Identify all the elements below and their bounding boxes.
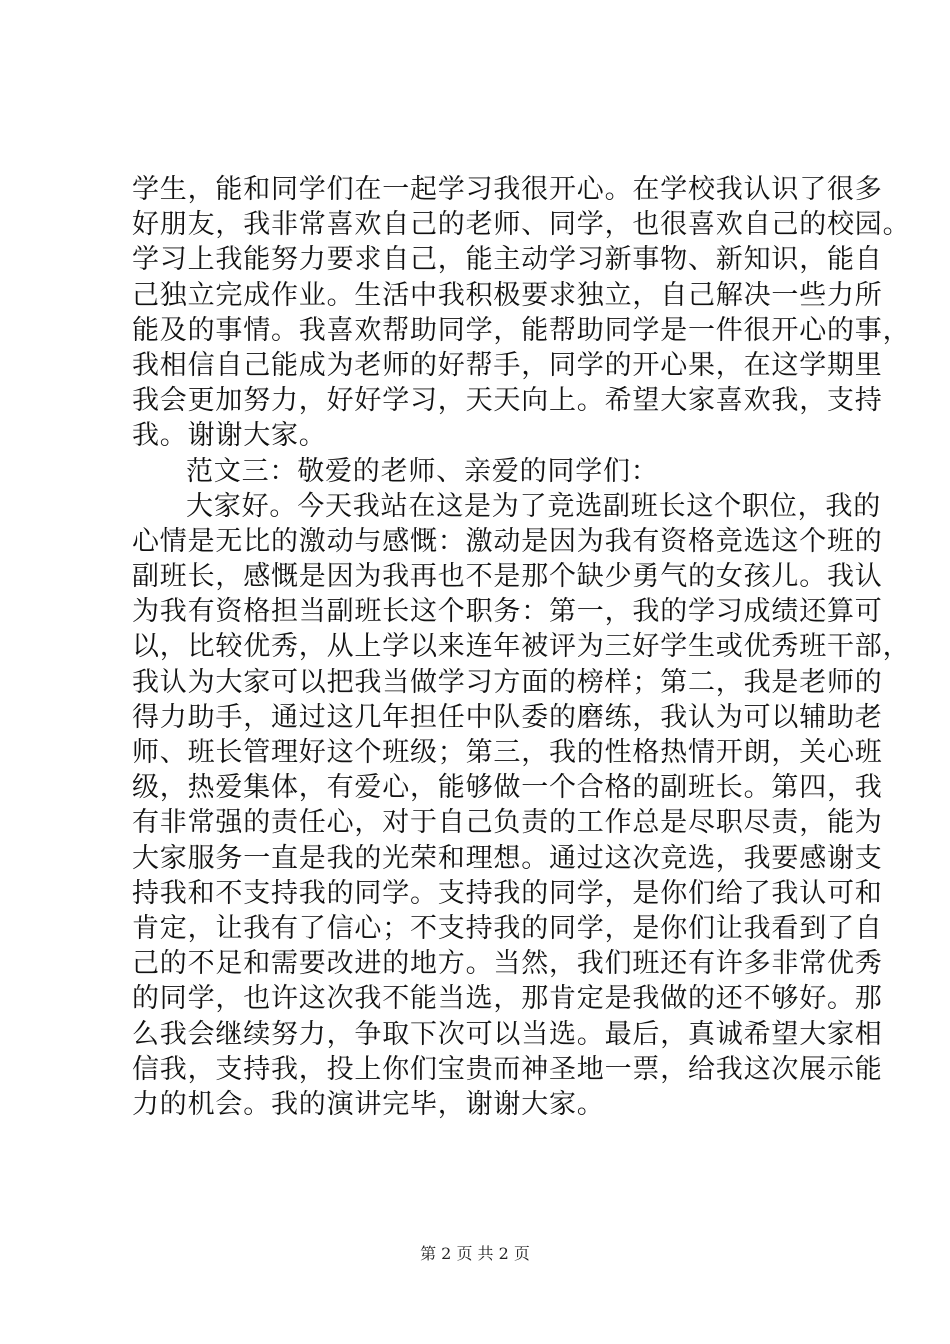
text-line: 有非常强的责任心，对于自己负责的工作总是尽职尽责，能为 <box>132 807 883 839</box>
text-line: 好朋友，我非常喜欢自己的老师、同学，也很喜欢自己的校园。 <box>132 209 911 241</box>
text-line: 力的机会。我的演讲完毕，谢谢大家。 <box>132 1088 605 1120</box>
text-line: 学生，能和同学们在一起学习我很开心。在学校我认识了很多 <box>132 174 883 205</box>
text-line: 大家服务一直是我的光荣和理想。通过这次竞选，我要感谢支 <box>132 842 883 874</box>
section-heading: 范文三：敬爱的老师、亲爱的同学们： <box>186 455 659 487</box>
text-line: 我认为大家可以把我当做学习方面的榜样；第二，我是老师的 <box>132 666 883 698</box>
text-line: 师、班长管理好这个班级；第三，我的性格热情开朗，关心班 <box>132 737 883 768</box>
text-line: 为我有资格担当副班长这个职务：第一，我的学习成绩还算可 <box>132 596 883 628</box>
text-line: 己的不足和需要改进的地方。当然，我们班还有许多非常优秀 <box>132 948 883 980</box>
text-line: 持我和不支持我的同学。支持我的同学，是你们给了我认可和 <box>132 877 883 909</box>
text-line: 己独立完成作业。生活中我积极要求独立，自己解决一些力所 <box>132 279 883 311</box>
text-line: 以，比较优秀，从上学以来连年被评为三好学生或优秀班干部， <box>132 631 911 663</box>
document-body <box>132 172 911 1122</box>
page-footer <box>0 1244 950 1264</box>
text-line: 级，热爱集体，有爱心，能够做一个合格的副班长。第四，我 <box>132 772 883 804</box>
text-line: 肯定，让我有了信心；不支持我的同学，是你们让我看到了自 <box>132 912 883 944</box>
text-line: 我会更加努力，好好学习，天天向上。希望大家喜欢我，支持 <box>132 385 883 417</box>
text-line: 心情是无比的激动与感慨：激动是因为我有资格竞选这个班的 <box>132 525 883 557</box>
text-line: 信我，支持我，投上你们宝贵而神圣地一票，给我这次展示能 <box>132 1053 883 1085</box>
text-line: 得力助手，通过这几年担任中队委的磨练，我认为可以辅助老 <box>132 701 883 733</box>
text-line: 我。谢谢大家。 <box>132 420 327 452</box>
text-line: 能及的事情。我喜欢帮助同学，能帮助同学是一件很开心的事， <box>132 314 911 346</box>
text-line: 么我会继续努力，争取下次可以当选。最后，真诚希望大家相 <box>132 1018 883 1050</box>
paragraph-start-line: 大家好。今天我站在这是为了竞选副班长这个职位，我的 <box>186 490 881 522</box>
text-line: 学习上我能努力要求自己，能主动学习新事物、新知识，能自 <box>132 244 883 276</box>
page-number-label: 第 2 页 共 2 页 <box>420 1244 530 1263</box>
text-line: 我相信自己能成为老师的好帮手，同学的开心果，在这学期里 <box>132 349 883 381</box>
text-line: 副班长，感慨是因为我再也不是那个缺少勇气的女孩儿。我认 <box>132 561 883 593</box>
text-line: 的同学，也许这次我不能当选，那肯定是我做的还不够好。那 <box>132 983 883 1015</box>
